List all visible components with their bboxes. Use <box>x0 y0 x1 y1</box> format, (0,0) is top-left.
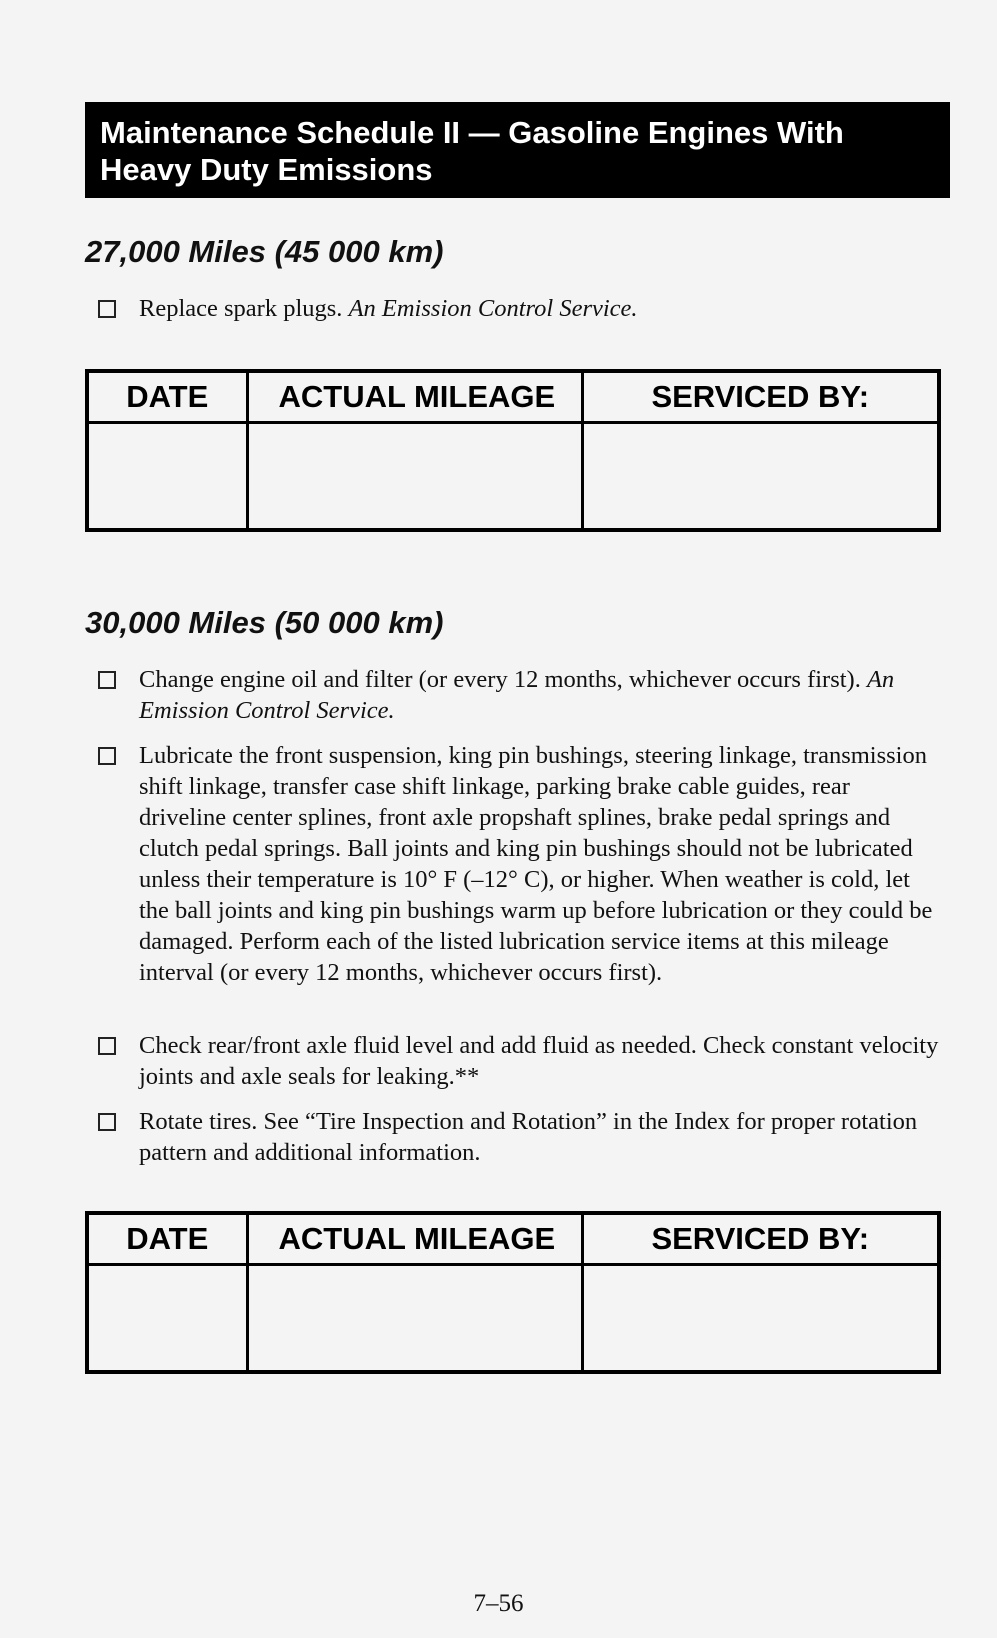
task-text: Change engine oil and filter (or every 12 months, whichever occurs first). An Emission Control Service. <box>139 666 895 724</box>
table-header-row <box>87 1213 939 1265</box>
page-title-line-2: Heavy Duty Emissions <box>100 152 433 187</box>
serviced-by-column-header: SERVICED BY: <box>582 1213 939 1265</box>
table-header-row <box>87 371 939 423</box>
task-item <box>98 740 943 988</box>
task-checkbox[interactable] <box>98 300 116 318</box>
emission-note: An Emission Control Service. <box>139 666 895 724</box>
task-item <box>98 1106 943 1168</box>
task-checkbox[interactable] <box>98 747 116 765</box>
mileage-entry-cell[interactable] <box>247 1265 582 1373</box>
date-entry-cell[interactable] <box>87 1265 247 1373</box>
table-row <box>87 423 939 531</box>
date-column-header: DATE <box>87 1213 247 1265</box>
service-log-table <box>85 369 941 532</box>
task-text: Replace spark plugs. An Emission Control Service. <box>139 295 638 322</box>
task-item <box>98 1030 943 1092</box>
service-log-table <box>85 1211 941 1374</box>
table-row <box>87 1265 939 1373</box>
task-text: Rotate tires. See “Tire Inspection and Rotation” in the Index for proper rotation pattern and additional information. <box>139 1108 918 1166</box>
page-title-banner <box>85 102 950 198</box>
mileage-column-header: ACTUAL MILEAGE <box>247 1213 582 1265</box>
task-checkbox[interactable] <box>98 671 116 689</box>
task-checkbox[interactable] <box>98 1037 116 1055</box>
serviced-by-column-header: SERVICED BY: <box>582 371 939 423</box>
date-column-header: DATE <box>87 371 247 423</box>
section-heading-27000: 27,000 Miles (45 000 km) <box>85 234 444 269</box>
task-text: Lubricate the front suspension, king pin bushings, steering linkage, transmission shift linkage, transfer case shift linkage, parking brake cable guides, rear driveline center splines, front axle propshaft splines, brake pedal springs and clutch pedal springs. Ball joints and king pin bushings should not be lubricated unless their temperature is 10° F (–12° C), or higher. When weather is cold, let the ball joints and king pin bushings warm up before lubrication or they could be damaged. Perform each of the listed lubrication service items at this mileage interval (or every 12 months, whichever occurs first). <box>139 742 933 986</box>
page-title-line-1: Maintenance Schedule II — Gasoline Engines With <box>100 115 844 150</box>
mileage-entry-cell[interactable] <box>247 423 582 531</box>
task-checkbox[interactable] <box>98 1113 116 1131</box>
task-text: Check rear/front axle fluid level and add fluid as needed. Check constant velocity joints and axle seals for leaking.** <box>139 1032 939 1090</box>
page-number: 7–56 <box>473 1590 524 1617</box>
section-heading-30000: 30,000 Miles (50 000 km) <box>85 605 444 640</box>
task-item <box>98 664 943 726</box>
mileage-column-header: ACTUAL MILEAGE <box>247 371 582 423</box>
task-item <box>98 293 943 324</box>
serviced-by-entry-cell[interactable] <box>582 423 939 531</box>
emission-note: An Emission Control Service. <box>348 295 638 322</box>
date-entry-cell[interactable] <box>87 423 247 531</box>
serviced-by-entry-cell[interactable] <box>582 1265 939 1373</box>
